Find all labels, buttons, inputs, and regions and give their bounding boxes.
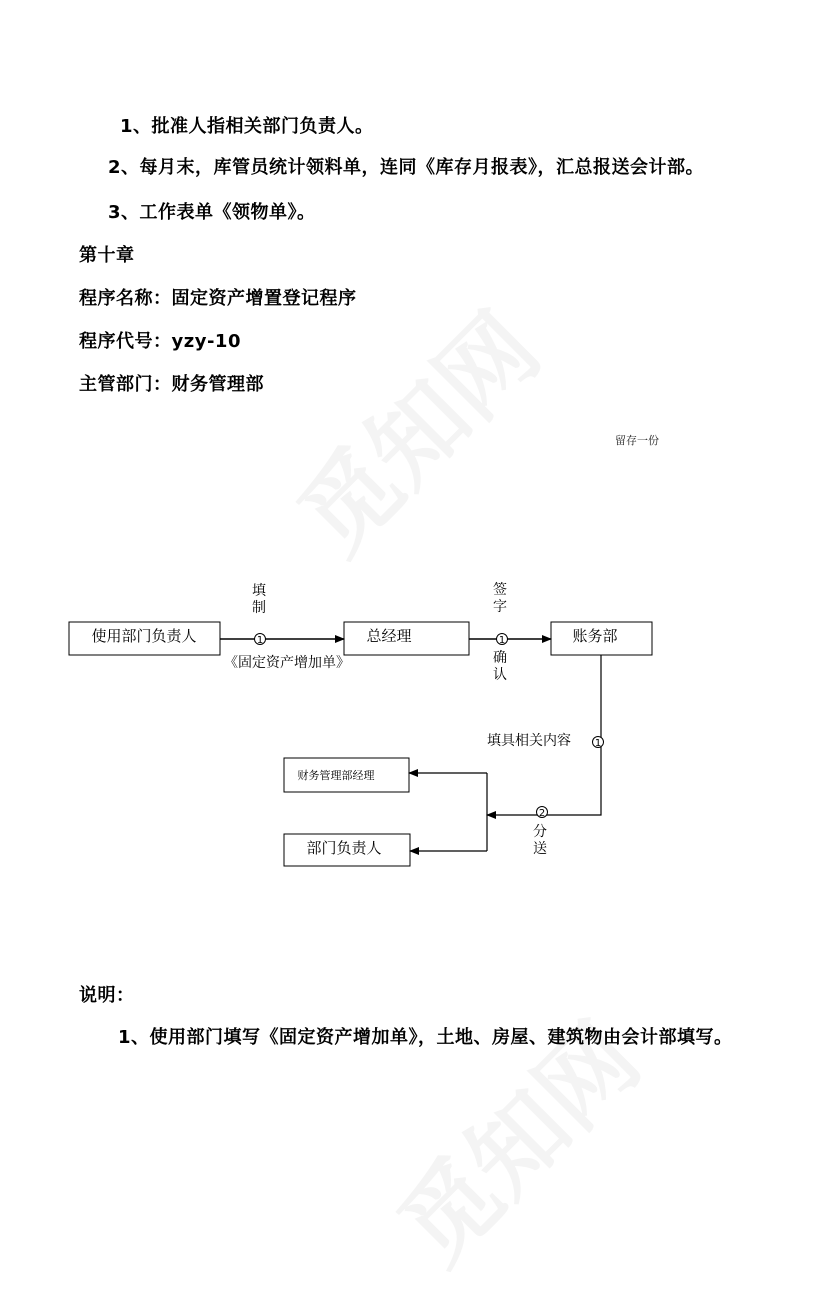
label-dist-1: 分 [533,824,547,840]
program-name: 程序名称：固定资产增置登记程序 [79,288,357,309]
label-sign-2: 字 [493,599,507,615]
chapter-heading: 第十章 [79,245,135,266]
note-retain-copy: 留存一份 [615,434,659,447]
label-fill-content: 填具相关内容 [487,733,571,749]
explain-item-1: 1、使用部门填写《固定资产增加单》，土地、房屋、建筑物由会计部填写。 [118,1027,733,1048]
box-accounts-label: 账务部 [572,627,618,645]
box-dept-head-label: 部门负责人 [306,839,382,857]
label-confirm-2: 认 [493,667,507,683]
box-gm-label: 总经理 [366,627,412,645]
box-user-dept-label: 使用部门负责人 [91,627,197,645]
item-3: 3、工作表单《领物单》。 [108,202,316,223]
step-number-2: 2 [538,808,546,819]
step-number-1a: 1 [256,635,264,646]
department: 主管部门：财务管理部 [79,374,264,395]
item-1: 1、批准人指相关部门负责人。 [120,116,374,137]
step-number-1b: 1 [498,635,506,646]
step-number-1c: 1 [594,738,602,749]
label-confirm-1: 确 [493,650,507,666]
program-code: 程序代号：yzy-10 [79,331,241,352]
explain-title: 说明： [79,985,135,1006]
label-fill-1: 填 [252,583,266,599]
box-fin-mgr-label: 财务管理部经理 [297,769,375,782]
item-2: 2、每月末，库管员统计领料单，连同《库存月报表》，汇总报送会计部。 [108,157,705,178]
label-sign-1: 签 [493,582,507,598]
label-dist-2: 送 [533,841,547,857]
label-fill-2: 制 [252,600,266,616]
label-form: 《固定资产增加单》 [224,655,350,671]
